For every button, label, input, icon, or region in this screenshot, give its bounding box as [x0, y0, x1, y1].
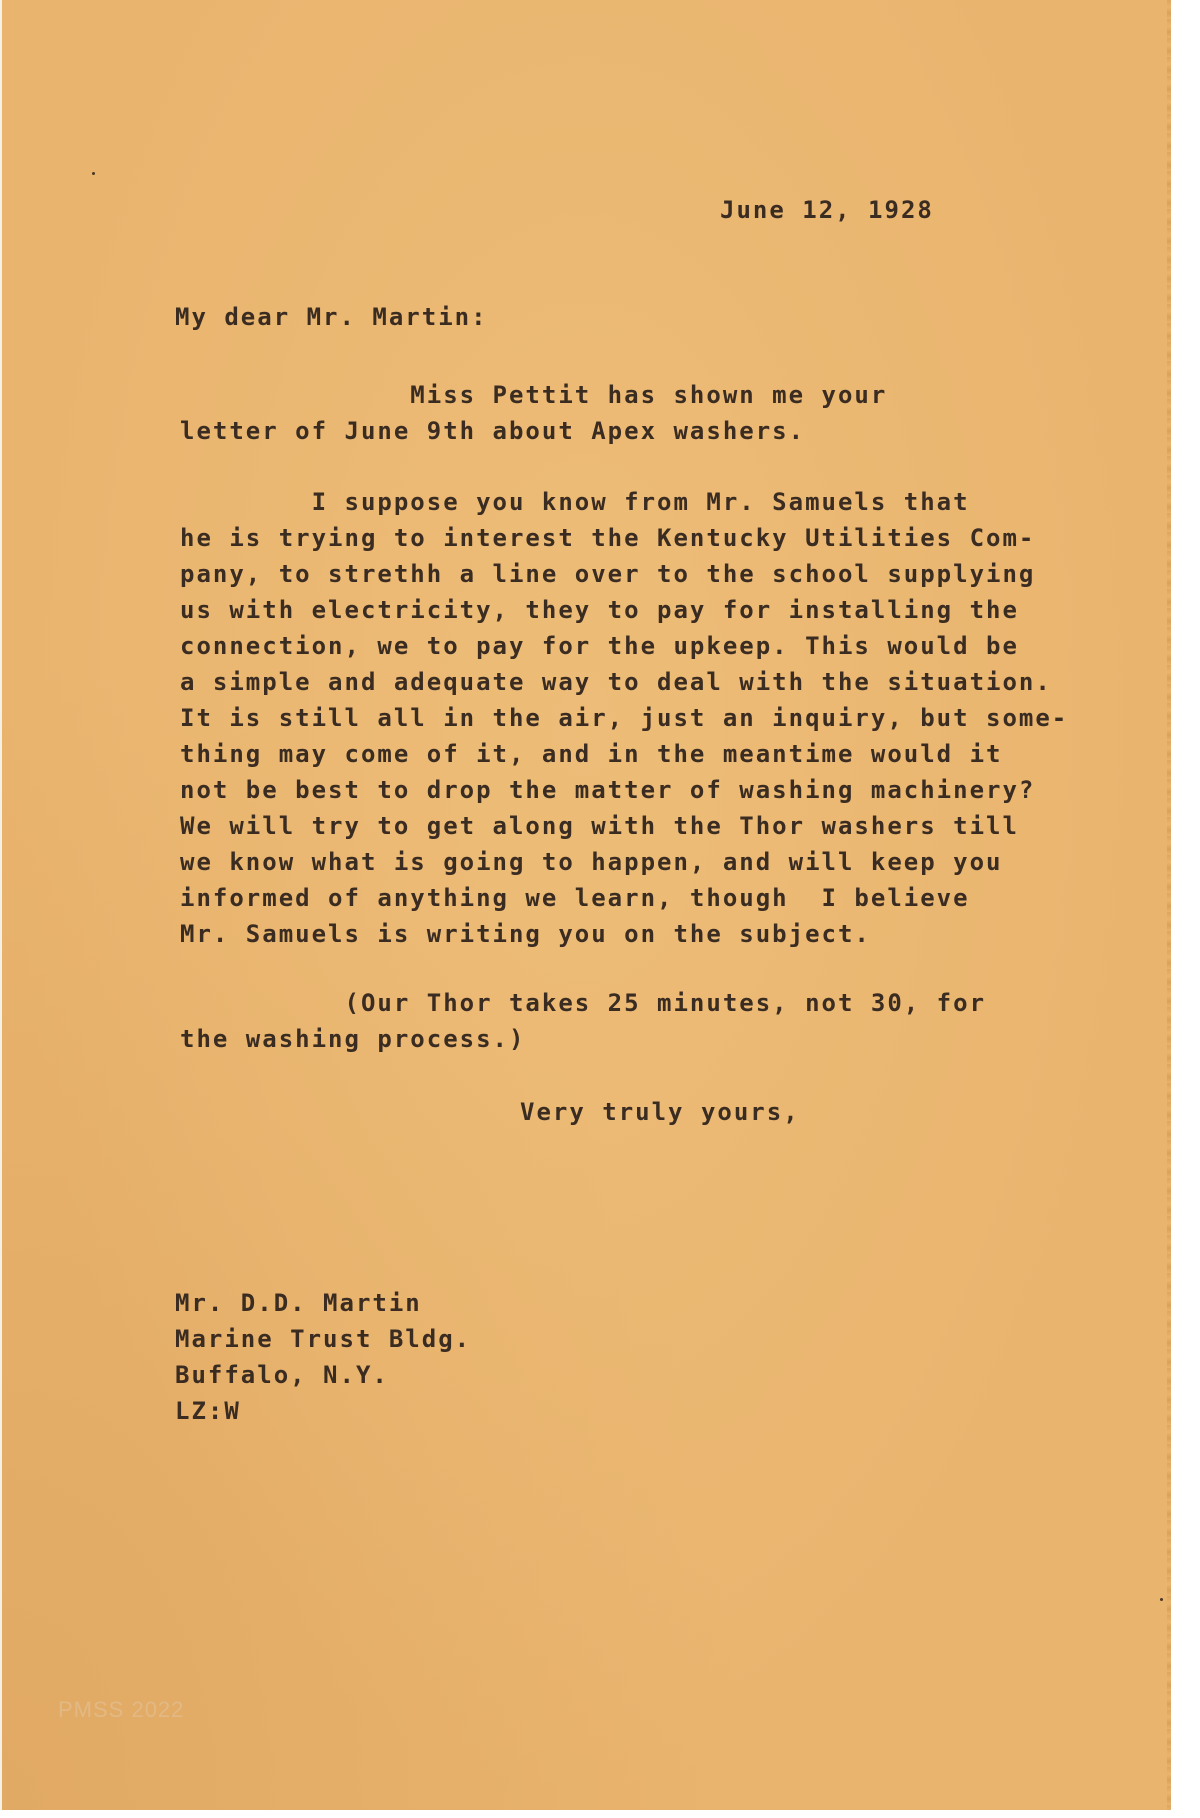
address-line: Buffalo, N.Y. — [175, 1361, 389, 1389]
text-line: the washing process.) — [180, 1025, 526, 1053]
text-line: (Our Thor takes 25 minutes, not 30, for — [180, 989, 987, 1017]
text-line: Miss Pettit has shown me your — [180, 381, 888, 409]
paragraph-1 — [180, 377, 887, 449]
watermark: PMSS 2022 — [58, 1697, 185, 1722]
text-line: us with electricity, they to pay for installing the — [180, 596, 1019, 624]
text-line: a simple and adequate way to deal with the situation. — [180, 668, 1052, 696]
text-line: We will try to get along with the Thor washers till — [180, 812, 1019, 840]
text-line: connection, we to pay for the upkeep. This would be — [180, 632, 1019, 660]
text-line: thing may come of it, and in the meantime would it — [180, 740, 1003, 768]
address-line: LZ:W — [175, 1397, 241, 1425]
text-line: letter of June 9th about Apex washers. — [180, 417, 806, 445]
text-line: Mr. Samuels is writing you on the subject. — [180, 920, 871, 948]
recipient-address — [175, 1285, 471, 1429]
text-line: he is trying to interest the Kentucky Utilities Com- — [180, 524, 1036, 552]
paragraph-2 — [180, 484, 1068, 952]
text-line: not be best to drop the matter of washing machinery? — [180, 776, 1036, 804]
text-line: informed of anything we learn, though I believe — [180, 884, 970, 912]
text-line: we know what is going to happen, and will keep you — [180, 848, 1003, 876]
text-line: I suppose you know from Mr. Samuels that — [180, 488, 970, 516]
paper-speck — [1160, 1598, 1163, 1601]
address-line: Mr. D.D. Martin — [175, 1289, 422, 1317]
paragraph-3 — [180, 985, 986, 1057]
closing: Very truly yours, — [520, 1098, 800, 1126]
address-line: Marine Trust Bldg. — [175, 1325, 472, 1353]
text-line: pany, to strethh a line over to the school supplying — [180, 560, 1036, 588]
paper-speck — [92, 172, 95, 175]
text-line: It is still all in the air, just an inquiry, but some- — [180, 704, 1069, 732]
salutation: My dear Mr. Martin: — [175, 303, 488, 331]
letter-date: June 12, 1928 — [720, 196, 934, 224]
